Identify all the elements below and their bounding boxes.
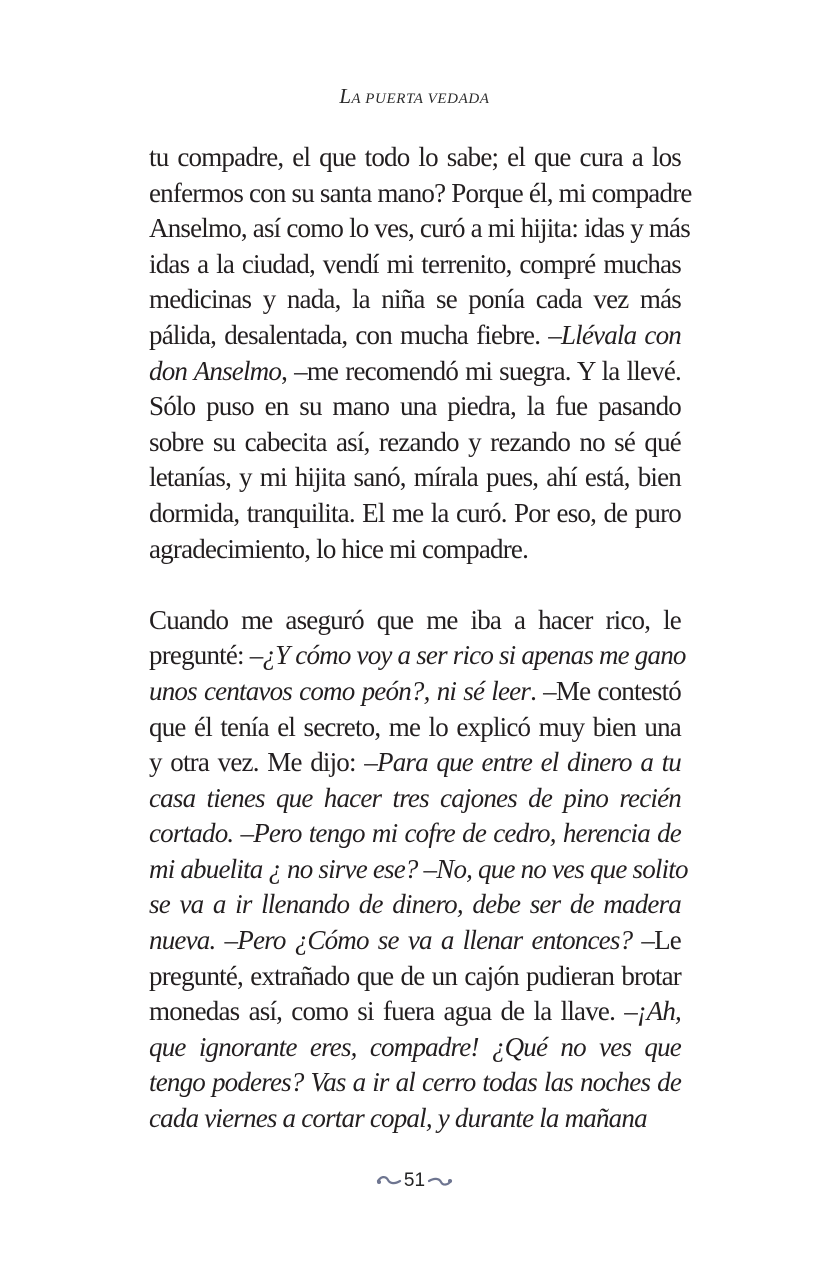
text-run: pálida, desalentada, con mucha fiebre. [149, 319, 549, 350]
text-run: pregunté, extrañado que de un cajón pudieran brotar [149, 960, 681, 991]
italic-text: don Anselmo [149, 355, 282, 386]
italic-text: cortado. –Pero tengo mi cofre de cedro, herencia de [149, 818, 681, 849]
body-text [149, 140, 692, 1137]
text-line [149, 389, 681, 425]
running-head-title: A PUERTA VEDADA [351, 91, 490, 107]
running-head-initial: L [339, 84, 352, 108]
text-line [149, 959, 681, 995]
text-line [149, 318, 681, 354]
scroll-flourish-right-icon [427, 1175, 453, 1187]
text-line [149, 1065, 681, 1101]
paragraph-1 [149, 140, 692, 567]
italic-text: –¡Ah, [624, 996, 681, 1027]
text-line [149, 247, 681, 283]
text-line [149, 496, 681, 532]
page-number: 51 [403, 1170, 426, 1191]
italic-text: mi abuelita ¿ no sirve ese? –No, que no ves que solito [149, 853, 688, 884]
running-head [0, 84, 829, 109]
text-line [149, 781, 681, 817]
text-line [149, 603, 681, 639]
italic-text: tengo poderes? Vas a ir al cerro todas las noches de [149, 1067, 681, 1098]
text-line [149, 1030, 681, 1066]
text-run: sobre su cabecita así, rezando y rezando no sé qué [149, 426, 681, 457]
page-footer [0, 1170, 829, 1192]
text-line [149, 887, 681, 923]
italic-text: ¿Y cómo voy a ser rico si apenas me gano [262, 640, 686, 671]
text-line [149, 1101, 681, 1137]
text-run: y otra vez. Me dijo: [149, 747, 365, 778]
text-line [149, 852, 688, 888]
text-run: agradecimiento, lo hice mi compadre. [149, 533, 529, 564]
text-run: dormida, tranquilita. El me la curó. Por eso, de puro [149, 497, 681, 528]
text-run: idas a la ciudad, vendí mi terrenito, compré muchas [149, 248, 681, 279]
italic-text: unos centavos como peón?, ni sé leer [149, 675, 531, 706]
paragraph-2 [149, 603, 688, 1137]
text-run: . –Me contestó [530, 675, 681, 706]
italic-text: –Para que entre el dinero a tu [364, 747, 682, 778]
text-line [149, 710, 681, 746]
text-run: letanías, y mi hijita sanó, mírala pues, ahí está, bien [149, 462, 681, 493]
text-line [149, 460, 681, 496]
text-line [149, 745, 681, 781]
text-line [149, 140, 681, 176]
paragraph-break [149, 567, 681, 603]
text-run: monedas así, como si fuera agua de la llave. [149, 996, 625, 1027]
text-run: medicinas y nada, la niña se ponía cada vez más [149, 284, 681, 315]
text-line [149, 425, 681, 461]
italic-text: nueva. –Pero ¿Cómo se va a llenar entonces? [149, 925, 633, 956]
scroll-flourish-left-icon [376, 1175, 402, 1187]
text-run: pregunté: – [149, 640, 263, 671]
text-run: tu compadre, el que todo lo sabe; el que cura a los [149, 142, 681, 172]
text-line [149, 176, 692, 212]
italic-text: cada viernes a cortar copal, y durante la mañana [149, 1103, 647, 1134]
text-run: enfermos con su santa mano? Porque él, mi compadre [149, 177, 692, 208]
text-line [149, 638, 686, 674]
text-run: Cuando me aseguró que me iba a hacer rico, le [149, 604, 681, 635]
text-line [149, 211, 690, 247]
text-line [149, 923, 681, 959]
text-line [149, 354, 681, 390]
text-run: que él tenía el secreto, me lo explicó muy bien una [149, 711, 681, 742]
text-line [149, 282, 681, 318]
italic-text: –Llévala con [548, 319, 681, 350]
text-line [149, 816, 681, 852]
text-line [149, 994, 681, 1030]
italic-text: que ignorante eres, compadre! ¿Qué no ves que [149, 1031, 681, 1062]
text-run: , –me recomendó mi suegra. Y la llevé. [281, 355, 682, 386]
text-run: Anselmo, así como lo ves, curó a mi hijita: idas y más [149, 213, 690, 244]
text-run: Sólo puso en su mano una piedra, la fue pasando [149, 391, 681, 422]
text-line [149, 532, 681, 568]
italic-text: casa tienes que hacer tres cajones de pino recién [149, 782, 681, 813]
text-line [149, 674, 681, 710]
italic-text: se va a ir llenando de dinero, debe ser de madera [149, 889, 681, 920]
text-run: –Le [632, 925, 681, 956]
